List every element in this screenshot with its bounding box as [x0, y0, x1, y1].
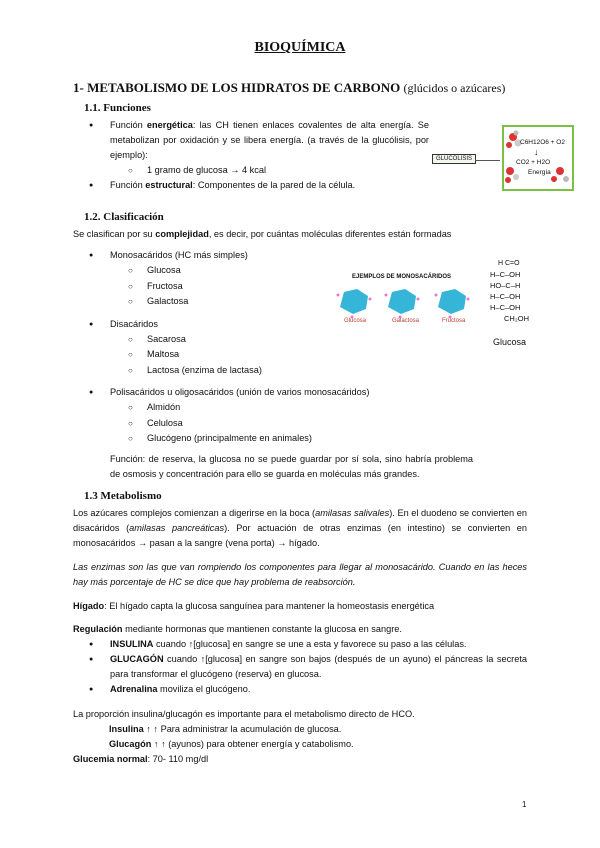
metabolismo-paragraph: Los azúcares complejos comienzan a digerirse en la boca (amilasas salivales). En el duodeno se convierten en disacáridos (amilasas pancreáticas). Por actuación de otras enzimas (en intestino) se convierten en monosacáridos → pasan a la sangre (vena porta) → hígado. — [73, 508, 528, 548]
mono-figure-title: EJEMPLOS DE MONOSACÁRIDOS — [352, 274, 452, 280]
funciones-list — [73, 118, 429, 193]
list-item: ● INSULINA cuando ↑[glucosa] en sangre se une a esta y favorece su paso a las células. — [73, 637, 527, 652]
list-subitem: ○ 1 gramo de glucosa → 4 kcal — [73, 163, 429, 178]
figure-top: C6H12O6 + O2 — [520, 139, 565, 146]
glucagon-line: Glucagón ↑ ↑ (ayunos) para obtener energía y catabolismo. — [109, 739, 354, 749]
list-item: ● Polisacáridos u oligosacáridos (unión de varios monosacáridos) — [73, 385, 473, 400]
section-heading-text: 1- METABOLISMO DE LOS HIDRATOS DE CARBONO — [73, 80, 401, 95]
mono-name: Glucosa — [344, 318, 367, 324]
list-subitem: ○ Sacarosa — [73, 332, 473, 348]
subsection-heading-funciones: 1.1. Funciones — [84, 102, 151, 114]
proporcion-paragraph: La proporción insulina/glucagón es importante para el metabolismo directo de HCO. — [73, 709, 415, 719]
list-subitem: ○ Maltosa — [73, 347, 473, 363]
list-subitem: ○ Glucosa — [73, 263, 473, 279]
subsection-heading-metabolismo: 1.3 Metabolismo — [84, 490, 162, 502]
list-item: ● Función estructural: Componentes de la pared de la célula. — [73, 178, 429, 193]
list-item: ● GLUCAGÓN cuando ↑[glucosa] en sangre son bajos (después de un ayuno) el páncreas la secreta para transformar el glucógeno (reserva) en glucosa. — [73, 652, 527, 682]
mono-name: Galactosa — [392, 318, 420, 324]
clasificacion-intro: Se clasifican por su complejidad, es decir, por cuántas moléculas diferentes están formadas — [73, 229, 452, 239]
list-subitem: ○ Fructosa — [73, 279, 473, 295]
glycolysis-figure — [502, 125, 574, 191]
page-number: 1 — [522, 800, 527, 809]
figure-mid: CO2 + H2O — [516, 159, 551, 166]
list-subitem: ○ Lactosa (enzima de lactasa) — [73, 363, 473, 379]
formula-row: HO–C–H — [490, 281, 521, 290]
glucolisis-label: GLUCOLISIS — [432, 154, 476, 164]
insulina-line: Insulina ↑ ↑ Para administrar la acumulación de glucosa. — [109, 724, 342, 734]
higado-paragraph: Hígado: El hígado capta la glucosa sanguínea para mantener la homeostasis energética — [73, 601, 435, 611]
glucemia-line: Glucemia normal: 70- 110 mg/dl — [73, 754, 209, 764]
formula-row: H–C–OH — [490, 270, 521, 279]
section-heading — [73, 80, 505, 96]
formula-row: H–C–OH — [490, 303, 521, 312]
subsection-heading-clasificacion: 1.2. Clasificación — [84, 211, 164, 223]
mono-name: Fructosa — [442, 318, 466, 324]
list-subitem: ○ Galactosa — [73, 294, 473, 310]
list-item: ● Adrenalina moviliza el glucógeno. — [73, 682, 527, 697]
aldehyde-group-icon: H C=O — [498, 260, 520, 267]
regulacion-block — [73, 622, 527, 697]
connector-line — [475, 160, 500, 161]
glucose-caption: Glucosa — [493, 337, 527, 347]
list-item: ● Monosacáridos (HC más simples) — [73, 248, 473, 263]
monosaccharide-figure — [330, 273, 480, 328]
proporcion-block — [73, 707, 527, 767]
document-title: BIOQUÍMICA — [254, 40, 346, 55]
arrow-down-icon: ↓ — [534, 147, 539, 157]
glucose-formula — [490, 258, 550, 324]
enzymes-note: Las enzimas son las que van rompiendo los componentes para llegar al monosacárido. Cuando en las heces hay más porcentaje de HC se dice que hay problema de reabsorción. — [73, 562, 527, 587]
list-subitem: ○ Almidón — [73, 400, 473, 416]
molecule-icon — [504, 127, 572, 189]
list-subitem: ○ Glucógeno (principalmente en animales) — [73, 431, 473, 447]
list-subitem: ○ Celulosa — [73, 416, 473, 432]
section-heading-note: (glúcidos o azúcares) — [403, 81, 506, 95]
list-item: ● Disacáridos — [73, 317, 473, 332]
polisacaridos-note: Función: de reserva, la glucosa no se puede guardar por sí sola, sino habría problema de osmosis y concentración para ello se guarda en moléculas más grandes. — [110, 453, 473, 479]
formula-row: CH₂OH — [504, 314, 529, 323]
list-item: ● Función energética: las CH tienen enlaces covalentes de alta energía. Se metabolizan por oxidación y se libera energía. (a través de la glucólisis, por ejemplo): — [73, 118, 429, 163]
figure-bottom: Energía — [528, 169, 551, 176]
regulacion-intro: Regulación mediante hormonas que mantienen constante la glucosa en sangre. — [73, 624, 402, 634]
formula-row: H–C–OH — [490, 292, 521, 301]
